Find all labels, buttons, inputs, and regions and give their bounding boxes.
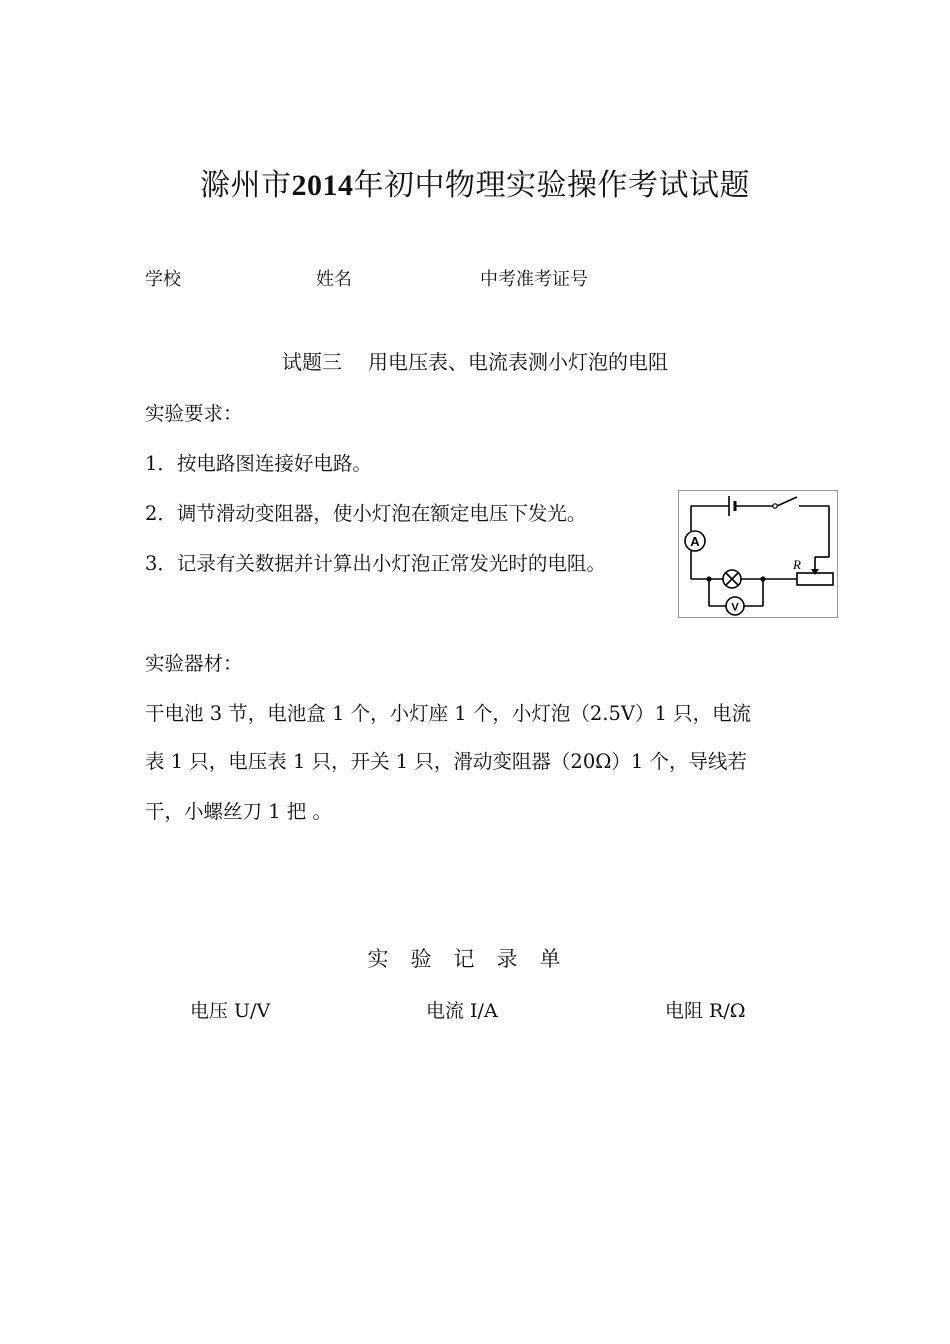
- exam-id-field-label: 中考准考证号: [480, 269, 588, 290]
- voltmeter-label: V: [731, 601, 739, 614]
- equipment-line-2: 表 1 只，电压表 1 只，开关 1 只，滑动变阻器（20Ω）1 个，导线若: [145, 750, 747, 773]
- question-heading: [0, 346, 950, 375]
- switch-lever: [777, 497, 797, 506]
- title-prefix: 滁州市: [200, 168, 292, 203]
- page-title: [0, 160, 950, 204]
- column-resistance: 电阻 R/Ω: [665, 1000, 746, 1022]
- column-current: 电流 I/A: [426, 1000, 498, 1022]
- record-sheet-title: 实验记录单: [367, 947, 583, 971]
- rheostat-label: R: [793, 557, 801, 572]
- school-field-label: 学校: [145, 269, 181, 290]
- column-voltage: 电压 U/V: [190, 1000, 271, 1022]
- equipment-line-3: 干，小螺丝刀 1 把 。: [145, 800, 333, 823]
- requirements-heading: 实验要求：: [145, 402, 243, 425]
- switch-contact-left: [773, 504, 777, 508]
- circuit-diagram: [678, 490, 838, 618]
- requirement-item-1: 1．按电路图连接好电路。: [145, 452, 372, 475]
- ammeter-label: A: [690, 534, 700, 549]
- requirement-item-3: 3．记录有关数据并计算出小灯泡正常发光时的电阻。: [145, 552, 606, 575]
- slider-arrowhead: [811, 569, 819, 575]
- junction-dot-right: [760, 576, 765, 581]
- question-number: 试题三: [282, 350, 342, 374]
- requirement-item-2: 2．调节滑动变阻器，使小灯泡在额定电压下发光。: [145, 502, 587, 525]
- circuit-diagram-svg: [679, 491, 837, 617]
- equipment-heading: 实验器材：: [145, 652, 243, 675]
- name-field-label: 姓名: [316, 269, 352, 290]
- junction-dot-left: [706, 576, 711, 581]
- question-name: 用电压表、电流表测小灯泡的电阻: [368, 350, 668, 374]
- title-year: 2014: [291, 169, 354, 202]
- equipment-line-1: 干电池 3 节，电池盒 1 个，小灯座 1 个，小灯泡（2.5V）1 只，电流: [145, 702, 752, 725]
- title-suffix: 年初中物理实验操作考试试题: [353, 168, 750, 203]
